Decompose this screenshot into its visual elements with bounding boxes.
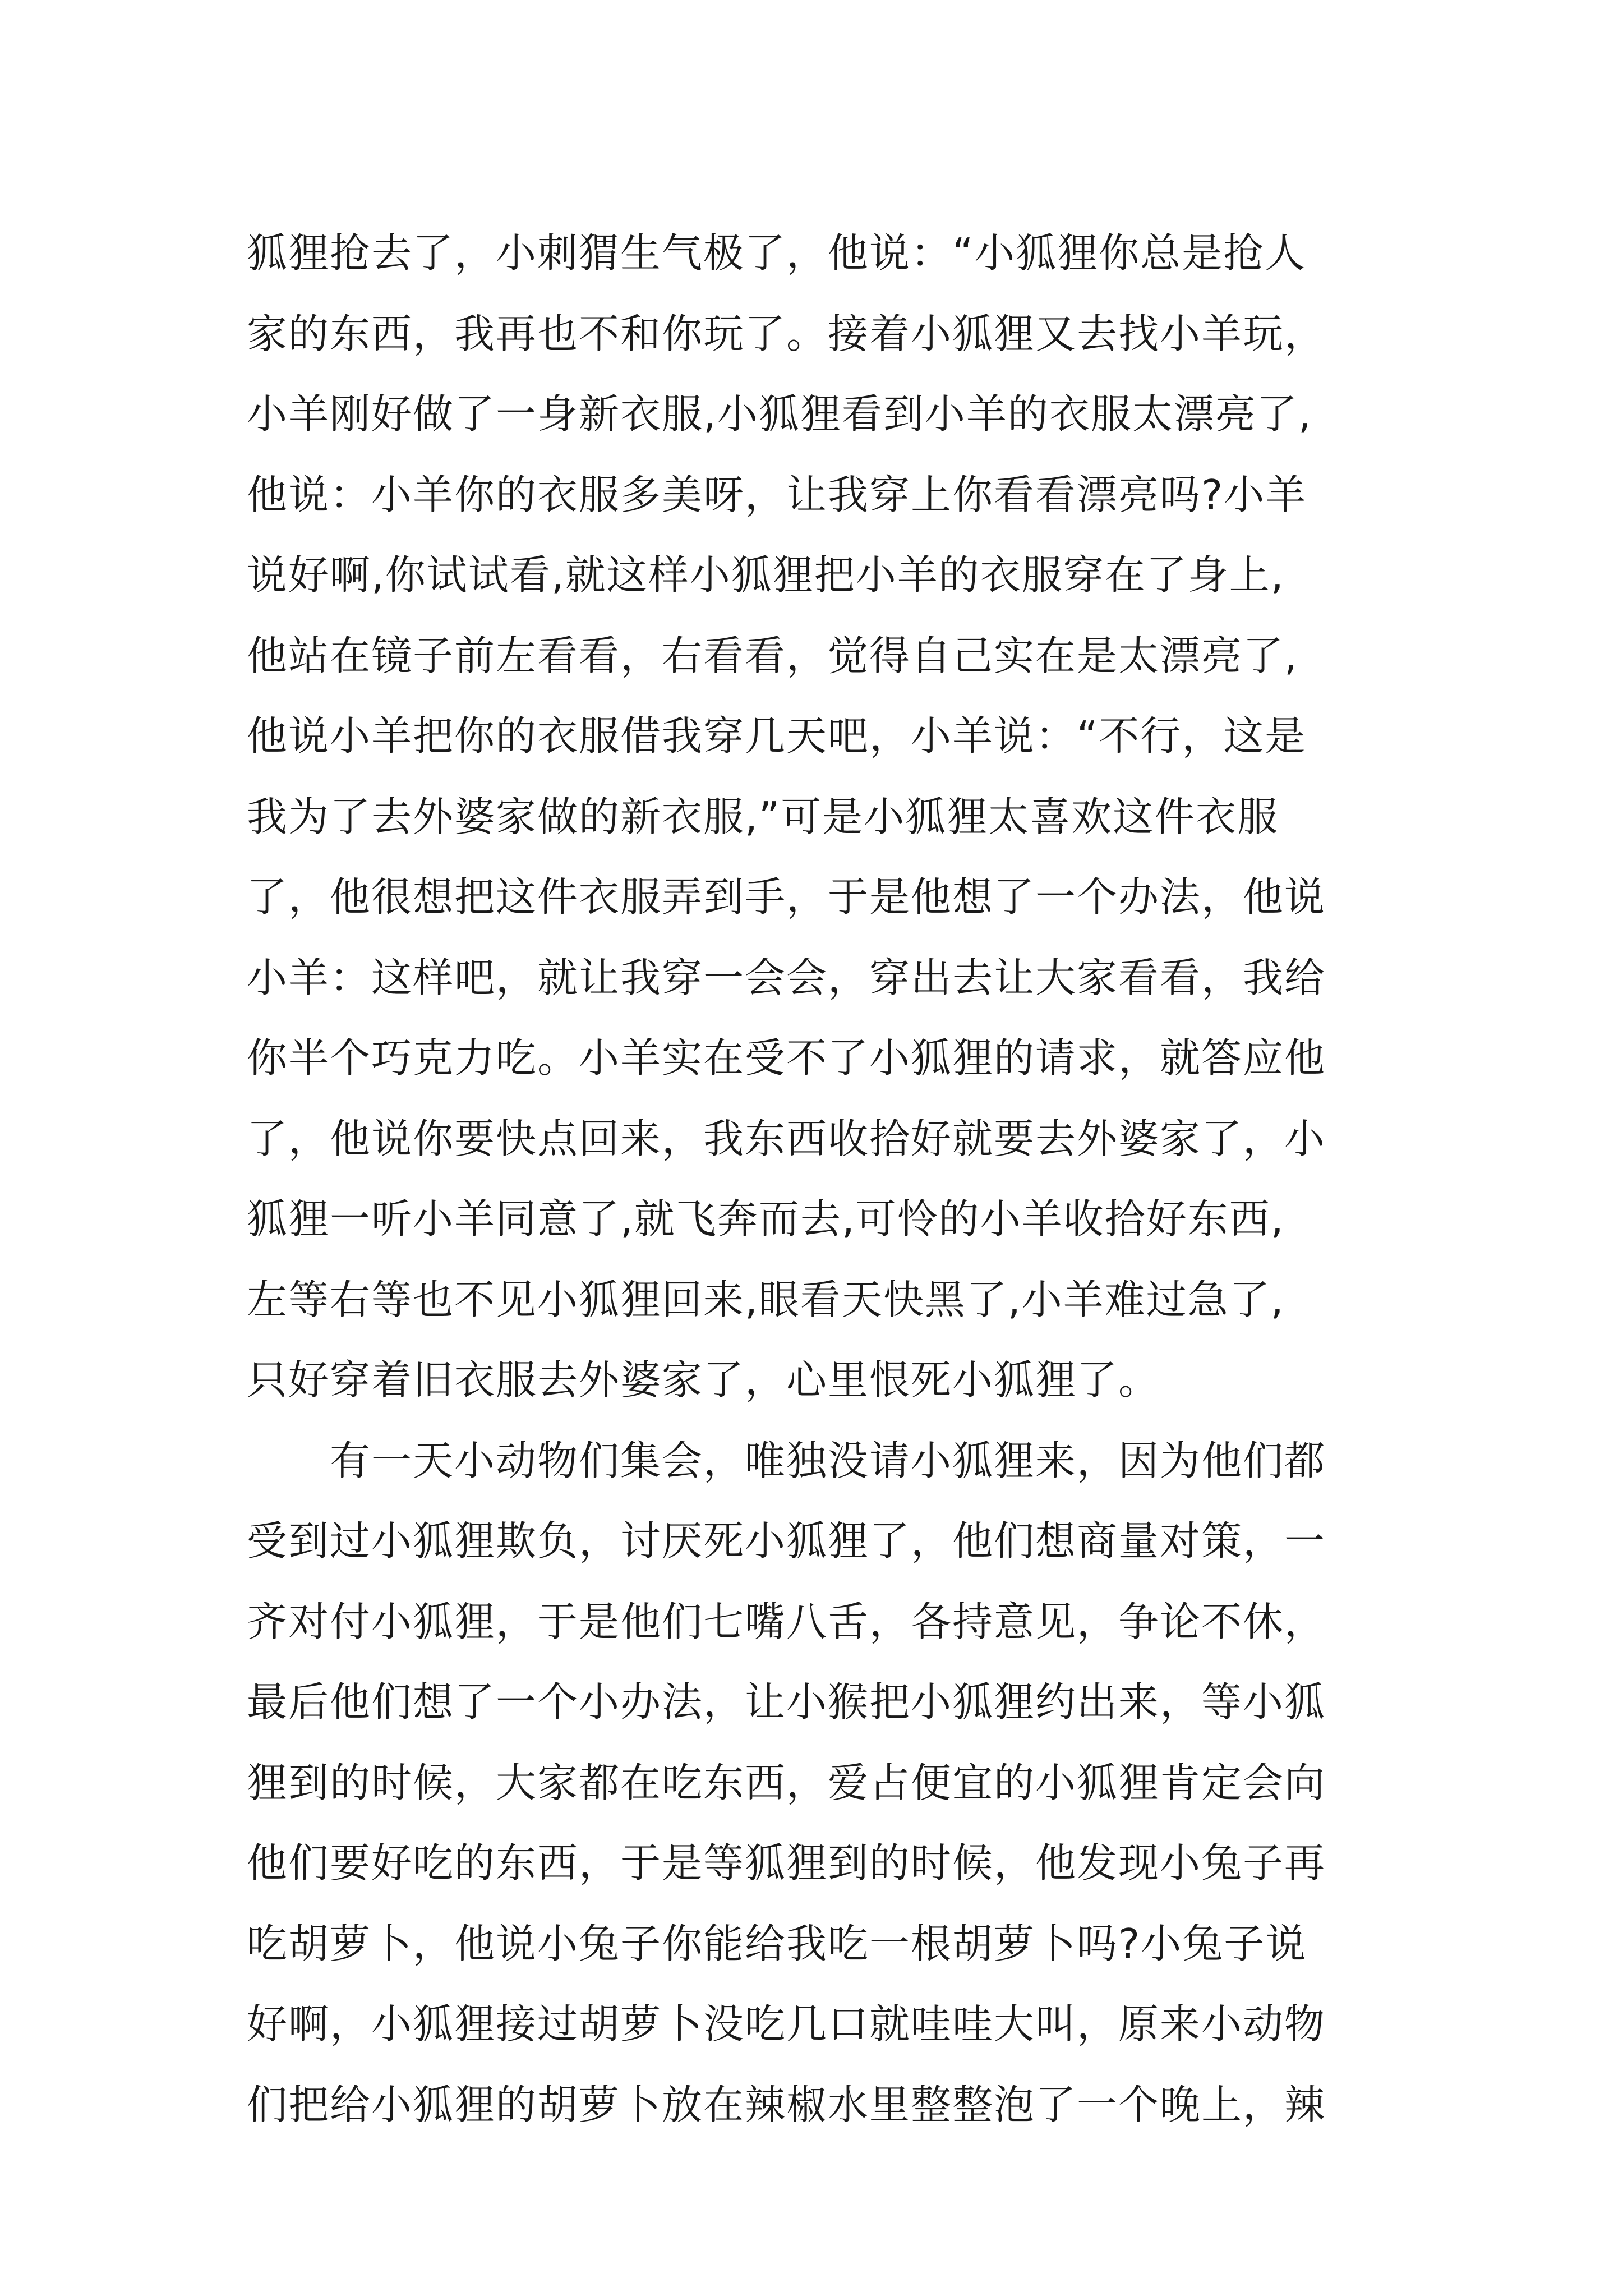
text-line: 他说小羊把你的衣服借我穿几天吧，小羊说：“不行，这是 — [247, 712, 1307, 760]
paragraph-start-line: 有一天小动物们集会，唯独没请小狐狸来，因为他们都 — [247, 1437, 1326, 1484]
text-line: 们把给小狐狸的胡萝卜放在辣椒水里整整泡了一个晚上，辣 — [247, 2081, 1326, 2128]
text-line: 了，他说你要快点回来，我东西收拾好就要去外婆家了，小 — [247, 1115, 1326, 1162]
text-line: 他站在镜子前左看看，右看看，觉得自己实在是太漂亮了, — [247, 632, 1298, 679]
text-line: 家的东西，我再也不和你玩了。接着小狐狸又去找小羊玩， — [247, 310, 1326, 357]
text-line: 了，他很想把这件衣服弄到手，于是他想了一个办法，他说 — [247, 873, 1326, 921]
text-line: 受到过小狐狸欺负，讨厌死小狐狸了，他们想商量对策，一 — [247, 1517, 1326, 1565]
text-line: 小羊：这样吧，就让我穿一会会，穿出去让大家看看，我给 — [247, 954, 1326, 1001]
text-line: 只好穿着旧衣服去外婆家了，心里恨死小狐狸了。 — [247, 1356, 1160, 1404]
text-line: 齐对付小狐狸，于是他们七嘴八舌，各持意见，争论不休， — [247, 1598, 1326, 1645]
text-line: 他们要好吃的东西，于是等狐狸到的时候，他发现小兔子再 — [247, 1839, 1326, 1887]
text-line: 左等右等也不见小狐狸回来,眼看天快黑了,小羊难过急了, — [247, 1276, 1285, 1323]
text-line: 狐狸一听小羊同意了,就飞奔而去,可怜的小羊收拾好东西, — [247, 1195, 1285, 1243]
text-line: 吃胡萝卜，他说小兔子你能给我吃一根胡萝卜吗?小兔子说 — [247, 1920, 1307, 1967]
story-text — [247, 213, 1391, 2145]
text-line: 说好啊,你试试看,就这样小狐狸把小羊的衣服穿在了身上, — [247, 551, 1285, 599]
text-line: 狐狸抢去了，小刺猬生气极了，他说：“小狐狸你总是抢人 — [247, 229, 1307, 277]
text-line: 狸到的时候，大家都在吃东西，爱占便宜的小狐狸肯定会向 — [247, 1759, 1326, 1806]
text-line: 我为了去外婆家做的新衣服,”可是小狐狸太喜欢这件衣服 — [247, 793, 1279, 840]
text-line: 你半个巧克力吃。小羊实在受不了小狐狸的请求，就答应他 — [247, 1034, 1326, 1082]
text-line: 小羊刚好做了一身新衣服,小狐狸看到小羊的衣服太漂亮了, — [247, 390, 1312, 438]
text-line: 好啊，小狐狸接过胡萝卜没吃几口就哇哇大叫，原来小动物 — [247, 2000, 1326, 2047]
text-line: 他说：小羊你的衣服多美呀，让我穿上你看看漂亮吗?小羊 — [247, 471, 1307, 518]
text-line: 最后他们想了一个小办法，让小猴把小狐狸约出来，等小狐 — [247, 1678, 1326, 1726]
